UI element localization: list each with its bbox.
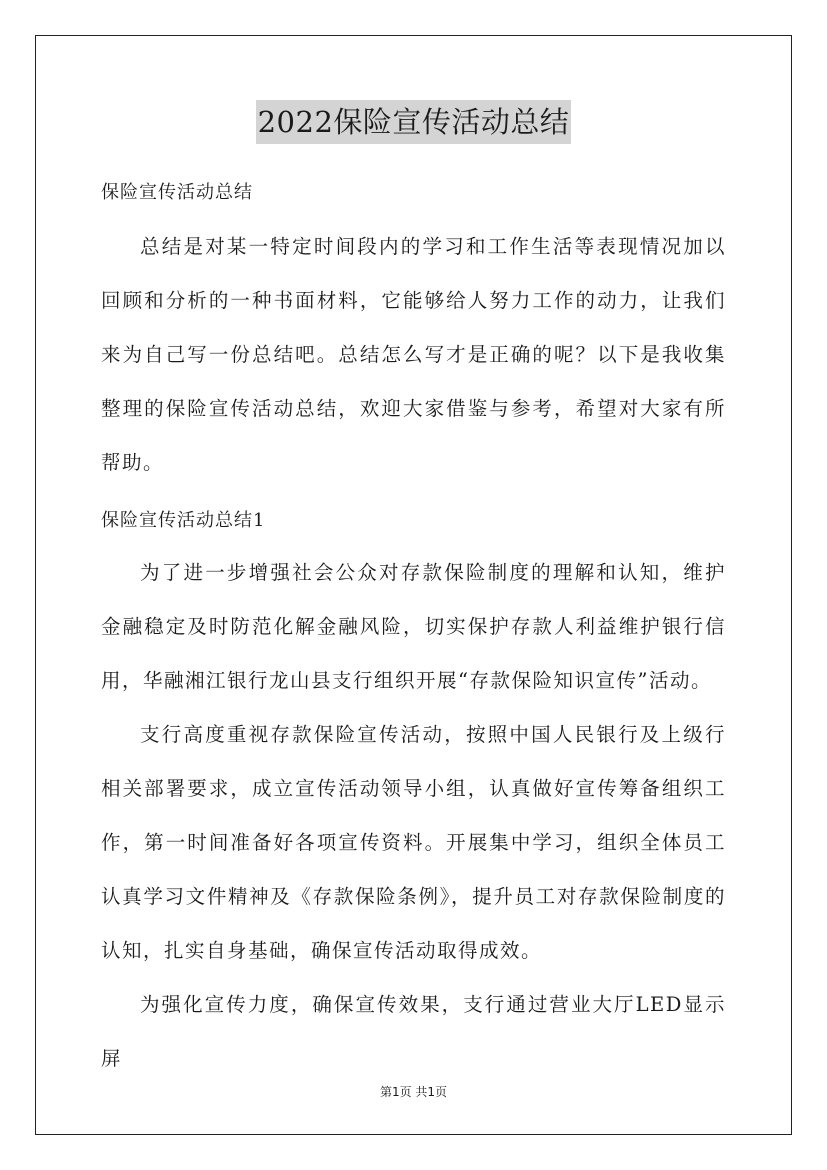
section1-paragraph-2: 支行高度重视存款保险宣传活动，按照中国人民银行及上级行相关部署要求，成立宣传活动领导小组，认真做好宣传筹备组织工作，第一时间准备好各项宣传资料。开展集中学习，组织全体员工认真学习文件精神及《存款保险条例》，提升员工对存款保险制度的认知，扎实自身基础，确保宣传活动取得成效。 [101, 723, 726, 962]
document-title: 2022保险宣传活动总结 [256, 100, 572, 144]
section1-heading: 保险宣传活动总结1 [101, 510, 266, 531]
page-footer: 第1页 共1页 [379, 1085, 448, 1099]
section1-paragraph-1: 为了进一步增强社会公众对存款保险制度的理解和认知，维护金融稳定及时防范化解金融风险，切实保护存款人利益维护银行信用，华融湘江银行龙山县支行组织开展“存款保险知识宣传”活动。 [101, 561, 726, 692]
intro-paragraph: 总结是对某一特定时间段内的学习和工作生活等表现情况加以回顾和分析的一种书面材料，它能够给人努力工作的动力，让我们来为自己写一份总结吧。总结怎么写才是正确的呢？以下是我收集整理的保险宣传活动总结，欢迎大家借鉴与参考，希望对大家有所帮助。 [101, 235, 726, 474]
section1-paragraph-3: 为强化宣传力度，确保宣传效果，支行通过营业大厅LED显示屏 [101, 993, 726, 1070]
intro-heading: 保险宣传活动总结 [101, 182, 253, 203]
title-container [0, 100, 827, 144]
